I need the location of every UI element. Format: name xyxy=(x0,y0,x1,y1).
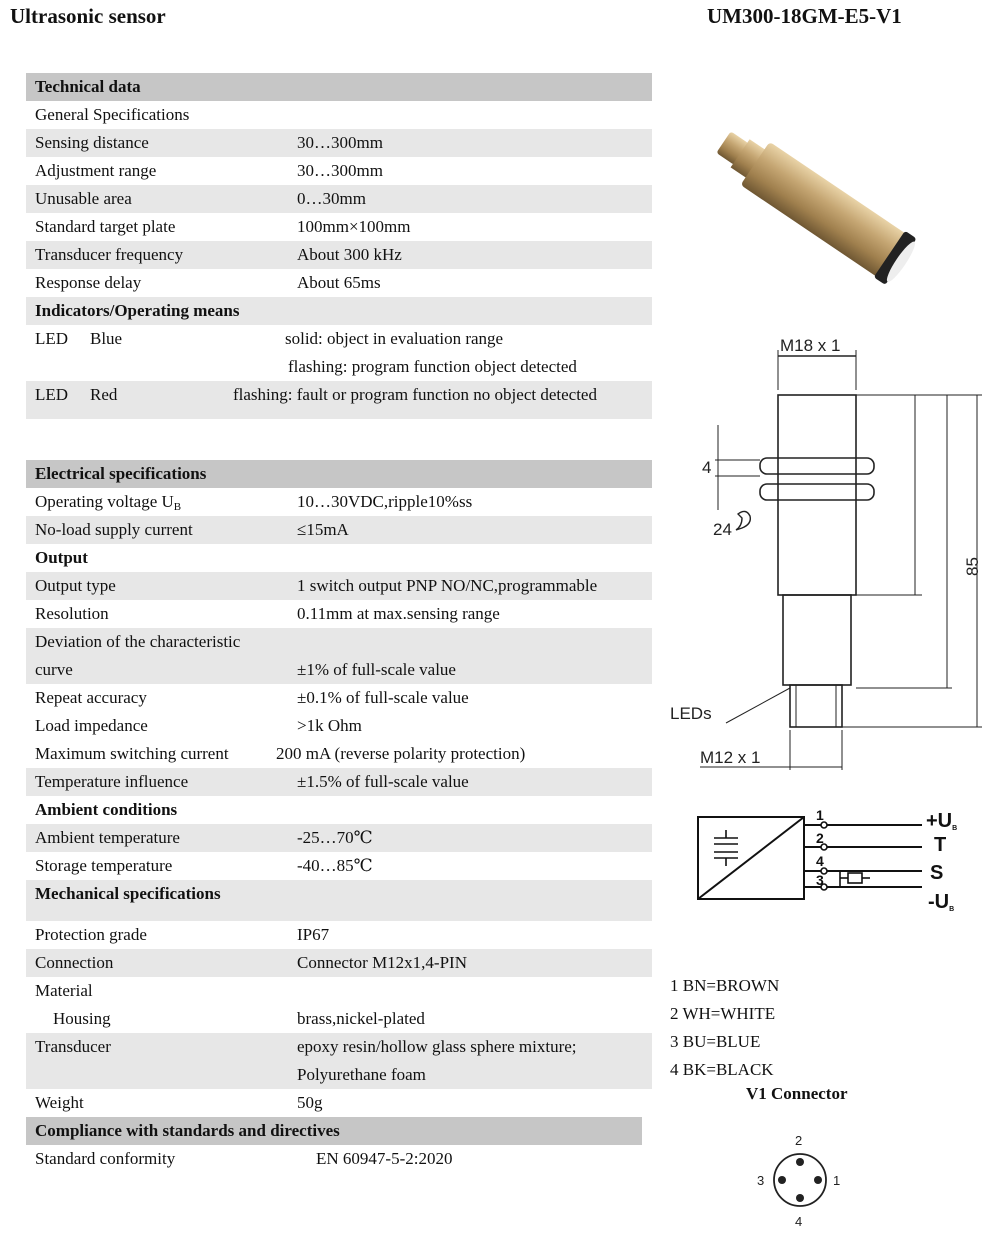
sensor-photo xyxy=(700,110,930,300)
row-value: EN 60947-5-2:2020 xyxy=(316,1149,453,1168)
terminal-subscript: B xyxy=(949,906,955,913)
row-spacer xyxy=(26,419,652,460)
row-connection xyxy=(26,949,652,977)
section-compliance xyxy=(26,1117,642,1145)
row-protection xyxy=(26,921,652,949)
row-value: flashing: fault or program function no object detected xyxy=(233,385,597,404)
row-value: IP67 xyxy=(297,925,330,944)
connector-outline xyxy=(790,685,842,727)
row-led-red xyxy=(26,381,652,409)
section-title: Electrical specifications xyxy=(35,464,207,483)
row-label: LED xyxy=(35,385,69,404)
row-value: 100mm×100mm xyxy=(297,217,411,236)
row-mechanical xyxy=(26,880,652,908)
subsection-title: General Specifications xyxy=(35,105,190,124)
row-spacer-shaded-2 xyxy=(26,908,652,921)
row-label: Connection xyxy=(35,953,114,972)
document-title: Ultrasonic sensor xyxy=(10,4,166,28)
nut-height-label: 4 xyxy=(702,458,712,477)
row-value: ±1% of full-scale value xyxy=(297,660,456,679)
row-value: flashing: program function object detected xyxy=(288,357,577,376)
row-label: Temperature influence xyxy=(35,772,189,791)
pin-number: 1 xyxy=(816,807,824,823)
row-storage-temp xyxy=(26,852,652,880)
led-color-label: Blue xyxy=(90,329,123,348)
thread-bottom-label: M12 x 1 xyxy=(700,748,761,767)
nut-lower xyxy=(760,484,874,500)
row-operating-voltage xyxy=(26,488,652,516)
row-spacer-shaded xyxy=(26,409,652,419)
row-label: Standard target plate xyxy=(35,217,176,236)
sensor-outline-body xyxy=(778,395,856,595)
row-label: Material xyxy=(35,981,93,1000)
subsection-title: Mechanical specifications xyxy=(35,884,221,903)
row-label: Transducer xyxy=(35,1037,111,1056)
subsection-title: Indicators/Operating means xyxy=(35,301,240,320)
row-label: Transducer frequency xyxy=(35,245,184,264)
dimension-drawing xyxy=(660,330,1000,770)
section-electrical xyxy=(26,460,652,488)
row-indicators xyxy=(26,297,652,325)
transducer-symbol-icon xyxy=(714,830,738,866)
row-led-blue-2 xyxy=(26,353,652,381)
wrench-size-label: 24 xyxy=(713,520,732,539)
legend-item: 2 WH=WHITE xyxy=(670,1004,776,1023)
row-unusable-area xyxy=(26,185,652,213)
subsection-title: Output xyxy=(35,548,88,567)
row-value: ±0.1% of full-scale value xyxy=(297,688,469,707)
thread-top-label: M18 x 1 xyxy=(780,336,841,355)
led-color-label: Red xyxy=(90,385,118,404)
row-target-plate xyxy=(26,213,652,241)
subsection-title: Ambient conditions xyxy=(35,800,178,819)
connector-pinout xyxy=(750,1128,850,1232)
row-output xyxy=(26,544,652,572)
row-label: Load impedance xyxy=(35,716,148,735)
row-value: 0.11mm at max.sensing range xyxy=(297,604,500,623)
row-value: solid: object in evaluation range xyxy=(285,329,504,348)
terminal-label: S xyxy=(930,862,944,884)
terminal-label xyxy=(926,810,957,832)
pin-label: 3 xyxy=(757,1173,765,1188)
pin-number: 4 xyxy=(816,853,824,869)
pin-dot xyxy=(796,1158,804,1166)
row-led-blue xyxy=(26,325,652,353)
row-max-switching xyxy=(26,740,652,768)
row-value: 200 mA (reverse polarity protection) xyxy=(276,744,526,763)
legend-item: 1 BN=BROWN xyxy=(670,976,780,995)
model-number: UM300-18GM-E5-V1 xyxy=(707,4,902,28)
pin-label: 2 xyxy=(795,1133,803,1148)
terminal-label: T xyxy=(934,834,947,856)
terminal-label xyxy=(928,891,954,913)
row-label: Adjustment range xyxy=(35,161,157,180)
row-resolution xyxy=(26,600,652,628)
row-label-text: Operating voltage U xyxy=(35,492,174,511)
row-value: -25…70℃ xyxy=(297,828,373,847)
row-label: Response delay xyxy=(35,273,142,292)
row-ambient-temp xyxy=(26,824,652,852)
pin-number: 3 xyxy=(816,872,824,888)
wiring-diagram xyxy=(690,800,990,915)
row-deviation xyxy=(26,628,652,656)
row-label: Standard conformity xyxy=(35,1149,176,1168)
sensor-body xyxy=(741,142,911,280)
row-value: 30…300mm xyxy=(297,161,383,180)
row-no-load-current xyxy=(26,516,652,544)
row-label-subscript: B xyxy=(173,501,182,513)
row-value: Polyurethane foam xyxy=(297,1065,426,1084)
row-label: Storage temperature xyxy=(35,856,173,875)
row-label: LED xyxy=(35,329,69,348)
pin-dot xyxy=(814,1176,822,1184)
pin-number: 2 xyxy=(816,830,824,846)
row-weight xyxy=(26,1089,652,1117)
row-transducer xyxy=(26,1033,652,1061)
row-value: >1k Ohm xyxy=(297,716,362,735)
row-label: Maximum switching current xyxy=(35,744,229,763)
section-technical-data xyxy=(26,73,652,101)
terminal-subscript: B xyxy=(952,825,958,832)
row-value: About 300 kHz xyxy=(297,245,402,264)
section-title: Compliance with standards and directives xyxy=(35,1121,340,1140)
row-value: 50g xyxy=(297,1093,323,1112)
row-value: brass,nickel-plated xyxy=(297,1009,425,1028)
leds-label: LEDs xyxy=(670,704,712,723)
row-temp-influence xyxy=(26,768,652,796)
row-transducer-2 xyxy=(26,1061,652,1089)
row-deviation-2 xyxy=(26,656,652,684)
row-label: Output type xyxy=(35,576,116,595)
nut-upper xyxy=(760,458,874,474)
row-label: Resolution xyxy=(35,604,109,623)
legend-item: 4 BK=BLACK xyxy=(670,1060,774,1079)
row-material xyxy=(26,977,652,1005)
pin-dot xyxy=(796,1194,804,1202)
row-housing xyxy=(26,1005,652,1033)
connector-title: V1 Connector xyxy=(746,1084,848,1103)
resistor-icon xyxy=(840,871,870,887)
row-value: Connector M12x1,4-PIN xyxy=(297,953,467,972)
row-value: 30…300mm xyxy=(297,133,383,152)
row-response-delay xyxy=(26,269,652,297)
sensor-outline-lower xyxy=(783,595,851,685)
row-label: Deviation of the characteristic xyxy=(35,632,241,651)
row-label: Unusable area xyxy=(35,189,132,208)
row-label: Repeat accuracy xyxy=(35,688,147,707)
terminal-text: +U xyxy=(926,810,953,832)
row-transducer-frequency xyxy=(26,241,652,269)
row-adjustment-range xyxy=(26,157,652,185)
row-sensing-distance xyxy=(26,129,652,157)
row-standard-conformity xyxy=(26,1145,652,1173)
wire-color-legend xyxy=(670,972,779,1084)
row-label: Sensing distance xyxy=(35,133,149,152)
section-title: Technical data xyxy=(35,77,141,96)
row-load-impedance xyxy=(26,712,652,740)
length-label: 85 xyxy=(963,557,982,576)
row-value: ≤15mA xyxy=(297,520,349,539)
row-label: Protection grade xyxy=(35,925,147,944)
row-label: Housing xyxy=(53,1009,111,1028)
row-label: Weight xyxy=(35,1093,84,1112)
pin-label: 1 xyxy=(833,1173,841,1188)
terminal-text: -U xyxy=(928,891,950,913)
row-ambient-conditions xyxy=(26,796,652,824)
pin-dot xyxy=(778,1176,786,1184)
row-repeat-accuracy xyxy=(26,684,652,712)
row-value: epoxy resin/hollow glass sphere mixture; xyxy=(297,1037,577,1056)
row-value: 1 switch output PNP NO/NC,programmable xyxy=(297,576,598,595)
row-value: 0…30mm xyxy=(297,189,366,208)
pin-label: 4 xyxy=(795,1214,803,1229)
legend-item: 3 BU=BLUE xyxy=(670,1032,761,1051)
row-value: -40…85℃ xyxy=(297,856,373,875)
row-value: About 65ms xyxy=(297,273,381,292)
row-label: Ambient temperature xyxy=(35,828,180,847)
row-value: 10…30VDC,ripple10%ss xyxy=(297,492,473,511)
wrench-icon xyxy=(736,511,750,530)
row-value: ±1.5% of full-scale value xyxy=(297,772,469,791)
row-label: curve xyxy=(35,660,73,679)
row-label: No-load supply current xyxy=(35,520,193,539)
row-output-type xyxy=(26,572,652,600)
row-general xyxy=(26,101,652,129)
spec-table xyxy=(26,73,652,1173)
